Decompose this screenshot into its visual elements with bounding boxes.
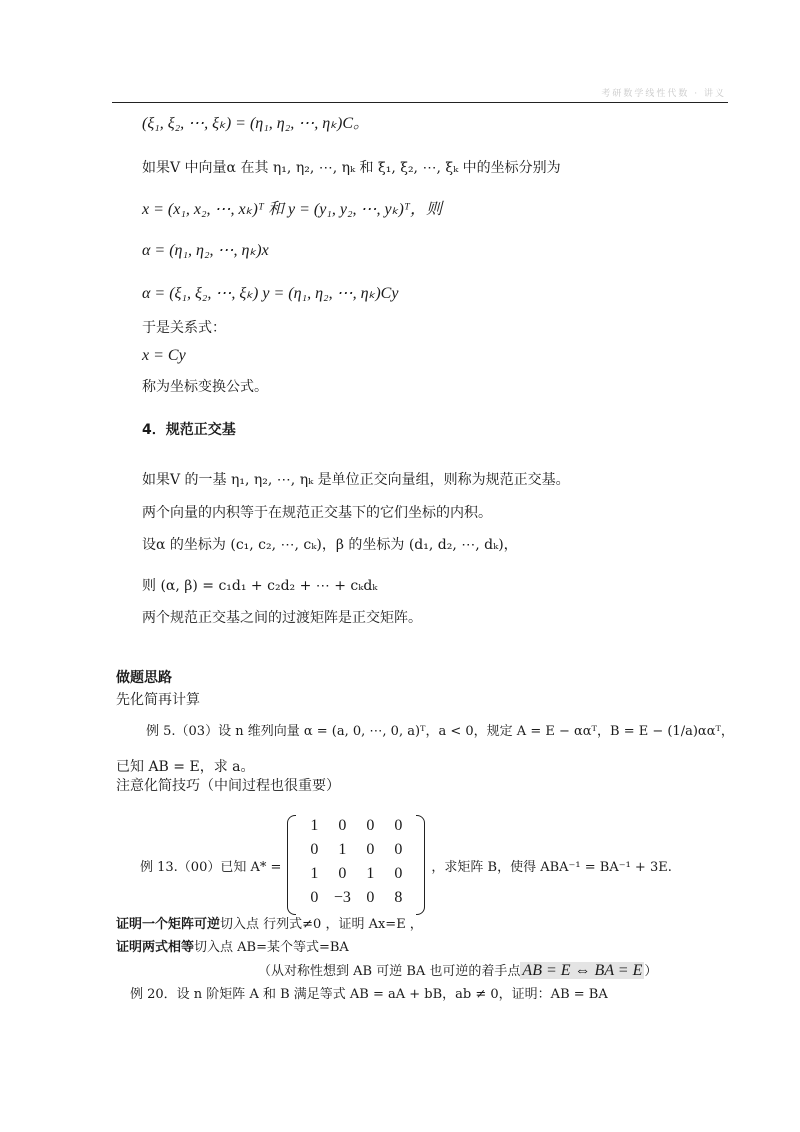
matrix-cell: 0: [394, 841, 403, 858]
formula-x-cy: x = Cy: [142, 347, 186, 364]
matrix-right-bracket: [416, 815, 425, 915]
matrix-cell: 0: [394, 865, 403, 882]
formula-alpha-eta: α = (η₁, η₂, ⋯, ηₖ)x: [142, 242, 269, 259]
equality-hint-title: 证明两式相等: [116, 940, 195, 955]
invertible-hint: [116, 915, 423, 935]
formula-inner-product: 则 (α, β) = c₁d₁ + c₂d₂ + ⋯ + cₖdₖ: [142, 578, 378, 594]
matrix-cell: 1: [310, 865, 319, 882]
formula-alpha-xi: α = (ξ₁, ξ₂, ⋯, ξₖ) y = (η₁, η₂, ⋯, ηₖ)Cy: [142, 285, 399, 302]
matrix-a-star: [287, 815, 425, 915]
text-transform-formula: 称为坐标变换公式。: [142, 379, 268, 395]
matrix-left-bracket: [287, 815, 296, 915]
example-5: 例 5.（03）设 n 维列向量 α = (a, 0, ⋯, 0, a)ᵀ，a < 0，规定 A = E − ααᵀ，B = E − (1/a)ααᵀ，: [146, 724, 734, 739]
matrix-cell: 0: [366, 889, 375, 906]
matrix-grid: [296, 815, 416, 915]
matrix-cell: 1: [310, 817, 319, 834]
header-text: 考研数学线性代数 · 讲义: [601, 89, 726, 99]
text-coordinates-cd: 设α 的坐标为 (c₁, c₂, ⋯, cₖ)，β 的坐标为 (d₁, d₂, ⋯, dₖ)，: [142, 537, 518, 553]
symmetry-hint-formula: AB = E ⇔ BA = E: [522, 962, 643, 979]
header-rule: [112, 102, 728, 103]
formula-xy: x = (x₁, x₂, ⋯, xₖ)ᵀ 和 y = (y₁, y₂, ⋯, yₖ)ᵀ，则: [142, 201, 442, 218]
symmetry-hint-prefix: （从对称性想到 AB 可逆 BA 也可逆的着手点: [258, 964, 521, 979]
matrix-cell: 1: [338, 841, 347, 858]
example-13-suffix: ，求矩阵 B，使得 ABA⁻¹ = BA⁻¹ + 3E.: [431, 859, 672, 875]
equality-hint-body: 切入点 AB=某个等式=BA: [194, 940, 349, 955]
symmetry-hint-suffix: ）: [644, 964, 658, 979]
text-relation: 于是关系式：: [142, 320, 226, 336]
idea-heading: 做题思路: [116, 670, 172, 686]
matrix-cell: 8: [394, 889, 403, 906]
matrix-cell: 0: [366, 817, 375, 834]
matrix-cell: 0: [366, 841, 375, 858]
text-coordinates: 如果V 中向量α 在其 η₁, η₂, ⋯, ηₖ 和 ξ₁, ξ₂, ⋯, ξₖ 中的坐标分别为: [142, 160, 561, 176]
matrix-cell: 0: [310, 889, 319, 906]
symmetry-hint: [258, 961, 657, 982]
formula-transition: (ξ₁, ξ₂, ⋯, ξₖ) = (η₁, η₂, ⋯, ηₖ)C。: [142, 115, 370, 132]
invertible-hint-title: 证明一个矩阵可逆: [116, 917, 221, 932]
matrix-cell: 1: [366, 865, 375, 882]
matrix-cell: −3: [333, 889, 351, 906]
section-heading-4: 4．规范正交基: [142, 422, 236, 438]
idea-simplify: 先化简再计算: [116, 692, 200, 708]
example-5-known: 已知 AB = E，求 a。: [116, 759, 255, 775]
example-13: [140, 815, 672, 915]
equality-hint: [116, 938, 349, 958]
matrix-cell: 0: [338, 865, 347, 882]
example-13-prefix: 例 13.（00）已知 A* =: [140, 859, 282, 875]
matrix-cell: 0: [310, 841, 319, 858]
example-20: 例 20．设 n 阶矩阵 A 和 B 满足等式 AB = aA + bB，ab ≠ 0，证明：AB = BA: [130, 987, 608, 1002]
invertible-hint-body: 切入点 行列式≠0 ，证明 Ax=E ，: [220, 917, 423, 932]
text-orthonormal-basis: 如果V 的一基 η₁, η₂, ⋯, ηₖ 是单位正交向量组，则称为规范正交基。: [142, 472, 570, 488]
matrix-cell: 0: [338, 817, 347, 834]
note-simplify: 注意化简技巧（中间过程也很重要）: [116, 778, 340, 794]
matrix-cell: 0: [394, 817, 403, 834]
text-inner-product: 两个向量的内积等于在规范正交基下的它们坐标的内积。: [142, 505, 492, 521]
text-orthogonal-matrix: 两个规范正交基之间的过渡矩阵是正交矩阵。: [142, 610, 422, 626]
